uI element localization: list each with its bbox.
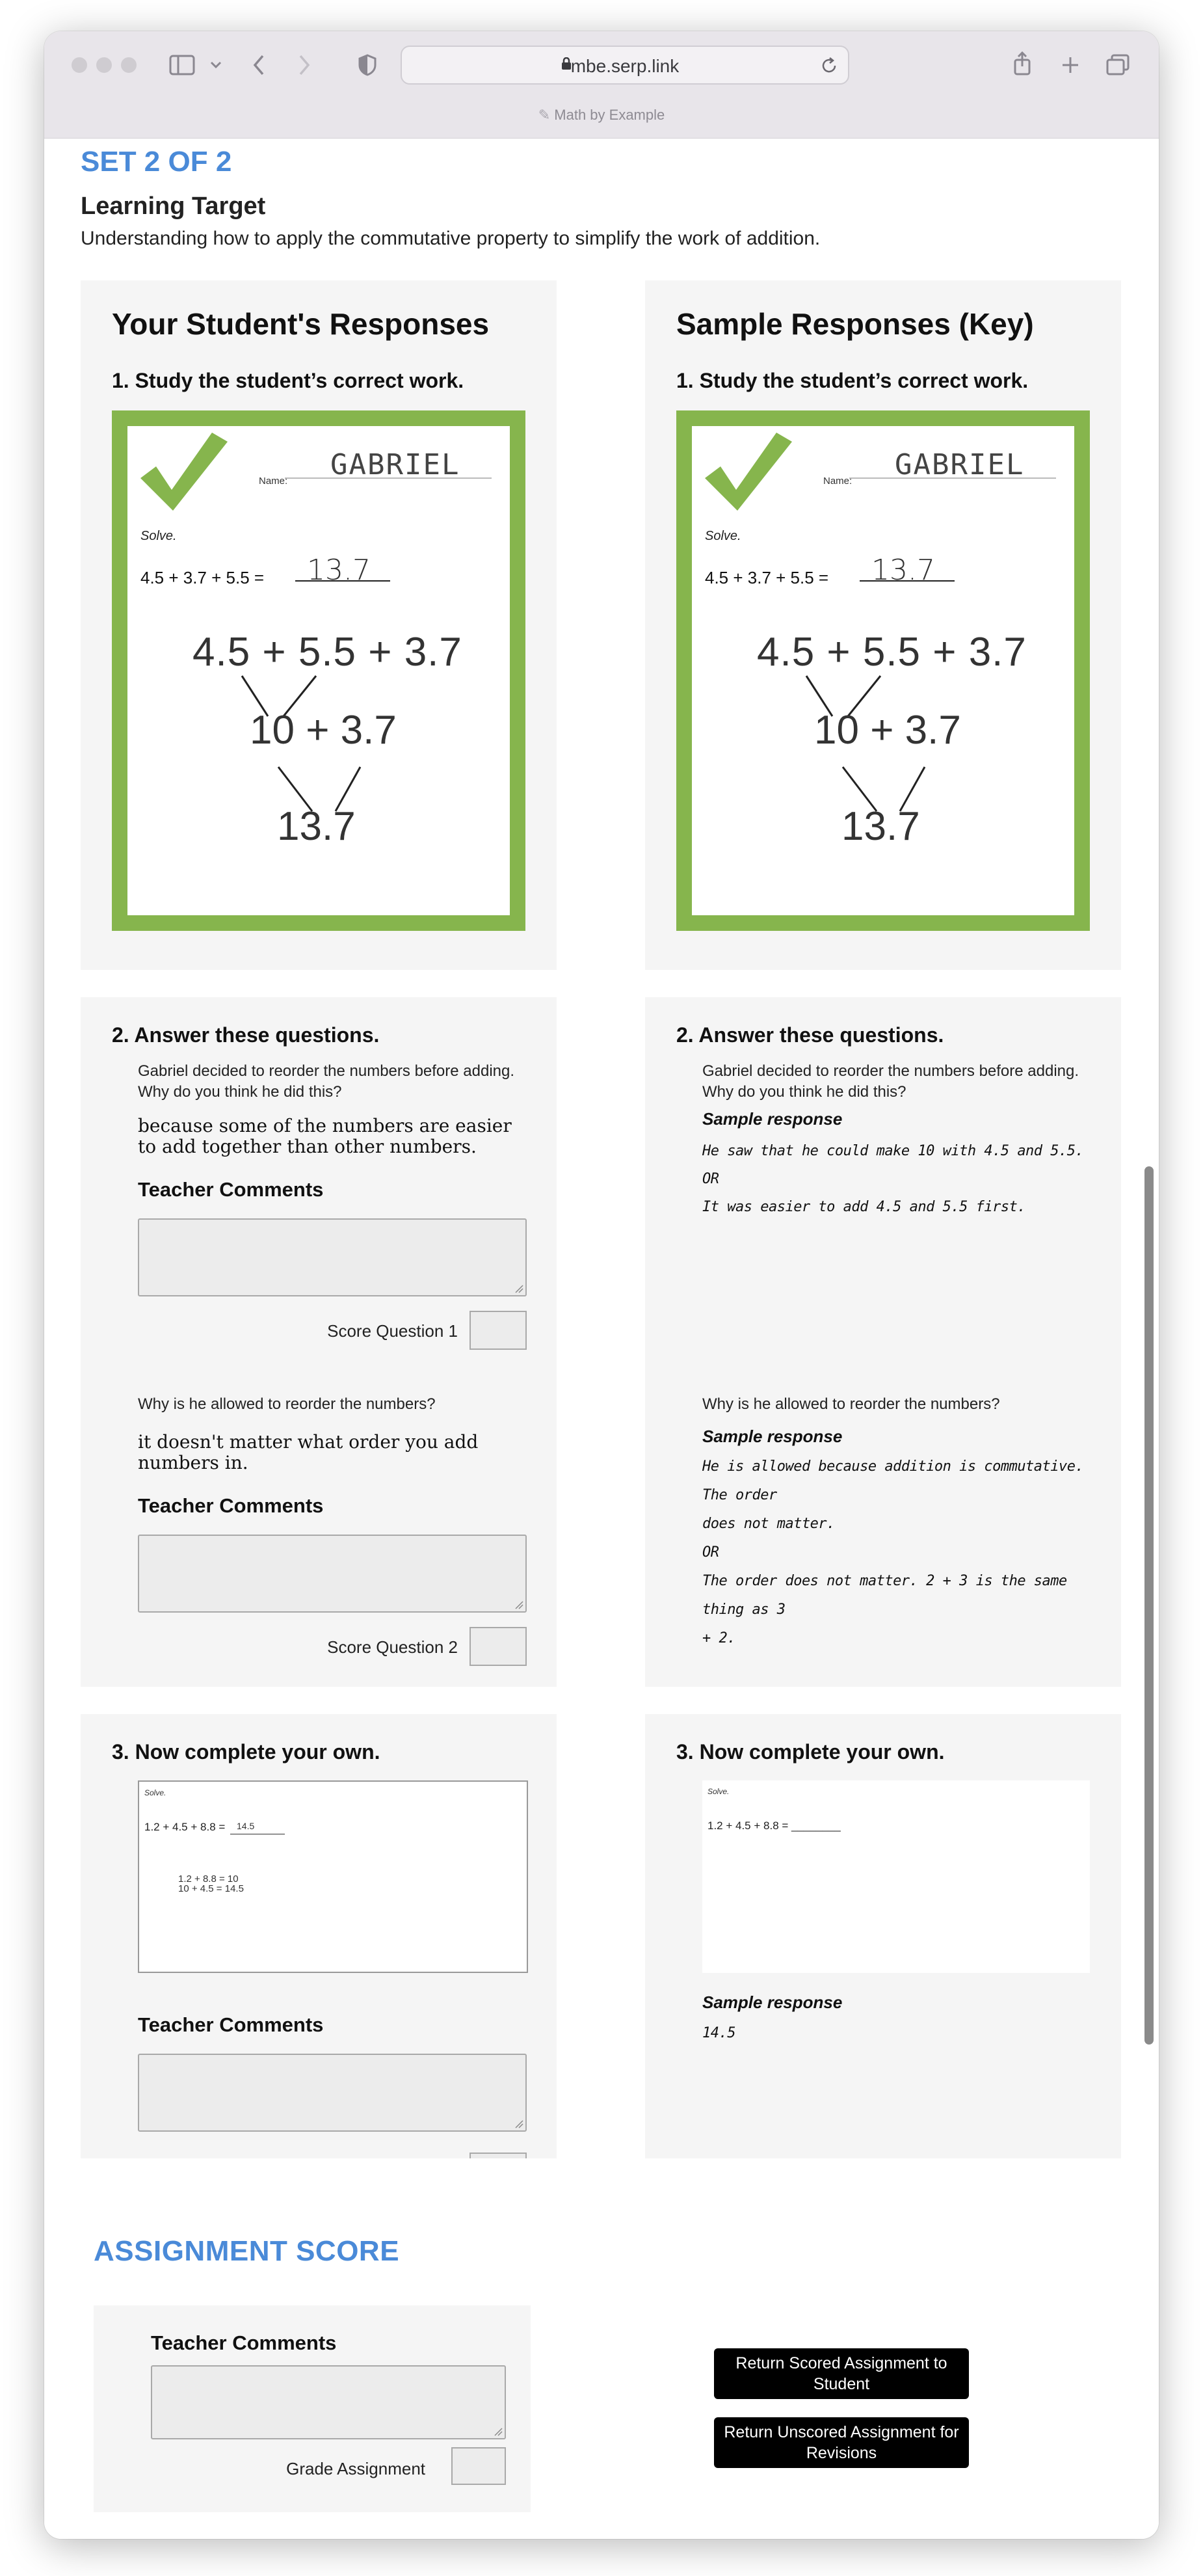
return-scored-button[interactable]: Return Scored Assignment to Student: [714, 2348, 969, 2399]
key-step2-panel: [645, 997, 1121, 1687]
student-step3-panel: [81, 1714, 557, 2163]
q1-comments-label: Teacher Comments: [138, 1178, 324, 1201]
assignment-comments-panel: [94, 2305, 531, 2512]
student-step1-title: 1. Study the student’s correct work.: [112, 369, 464, 392]
step3-comments-input[interactable]: [138, 2054, 527, 2132]
forward-icon[interactable]: [297, 53, 312, 77]
key-q2-or: OR: [702, 1544, 719, 1561]
assignment-score-title: ASSIGNMENT SCORE: [94, 2235, 400, 2267]
key-q1-line1: He saw that he could make 10 with 4.5 and 5.5.: [702, 1143, 1084, 1159]
new-tab-icon[interactable]: [1060, 55, 1081, 75]
resize-handle-icon[interactable]: [514, 1600, 523, 1609]
q2-score-label: Score Question 2: [327, 1637, 458, 1657]
key-q2-line2b: + 2.: [702, 1630, 735, 1646]
q2-text: Why is he allowed to reorder the numbers?: [138, 1395, 436, 1413]
equation-answer: 13.7: [307, 554, 371, 587]
student-work-image: [112, 410, 525, 931]
work-line-2: 10 + 3.7: [814, 708, 961, 753]
close-window-button[interactable]: [72, 57, 87, 73]
address-bar[interactable]: [401, 46, 849, 85]
assignment-comments-label: Teacher Comments: [151, 2331, 337, 2354]
key-step3-sample-answer: 14.5: [702, 2025, 735, 2041]
key-q2-line1: He is allowed because addition is commutative. The order: [702, 1458, 1084, 1503]
key-q2-text: Why is he allowed to reorder the numbers?: [702, 1395, 1000, 1413]
vertical-scrollbar-thumb[interactable]: [1144, 1166, 1154, 2045]
key-q2-line2: The order does not matter. 2 + 3 is the same thing as 3: [702, 1573, 1067, 1618]
q2-comments-label: Teacher Comments: [138, 1494, 324, 1517]
browser-window: [44, 31, 1159, 2539]
return-unscored-button[interactable]: Return Unscored Assignment for Revisions: [714, 2417, 969, 2468]
student-panel-title: Your Student's Responses: [112, 307, 490, 341]
key-q1-text: Gabriel decided to reorder the numbers before adding. Why do you think he did this?: [702, 1062, 1079, 1101]
key-own-solve-label: Solve.: [707, 1787, 730, 1796]
key-q1-line2: It was easier to add 4.5 and 5.5 first.: [702, 1199, 1026, 1215]
key-q2-line1b: does not matter.: [702, 1516, 835, 1532]
problem-equation: 4.5 + 3.7 + 5.5 =: [705, 568, 829, 587]
assignment-score-section: [44, 2158, 1159, 2539]
own-work-line1: 1.2 + 8.8 = 10: [178, 1873, 239, 1885]
solve-label: Solve.: [140, 529, 177, 543]
key-step3-title: 3. Now complete your own.: [676, 1740, 945, 1764]
student-step3-title: 3. Now complete your own.: [112, 1740, 380, 1764]
student-name: GABRIEL: [895, 448, 1025, 481]
own-answer: 14.5: [237, 1821, 255, 1831]
equation-answer: 13.7: [871, 554, 935, 587]
resize-handle-icon[interactable]: [494, 2427, 503, 2436]
page-title-text: Math by Example: [554, 107, 665, 123]
step3-comments-label: Teacher Comments: [138, 2013, 324, 2036]
own-solve-label: Solve.: [144, 1788, 166, 1797]
key-q1-sample-label: Sample response: [702, 1109, 843, 1129]
key-q1-sample-response: [702, 1136, 1105, 1222]
q2-score-input[interactable]: [469, 1627, 527, 1666]
grade-assignment-input[interactable]: [451, 2447, 506, 2485]
key-step1-title: 1. Study the student’s correct work.: [676, 369, 1029, 392]
work-line-3: 13.7: [277, 804, 356, 849]
work-line-1: 4.5 + 5.5 + 3.7: [192, 630, 462, 675]
student-own-work-image: [138, 1780, 528, 1973]
tab-overview-icon[interactable]: [1105, 53, 1130, 77]
sidebar-icon[interactable]: [169, 55, 195, 75]
tab-title: [44, 107, 1159, 124]
key-own-work-image: [702, 1780, 1090, 1973]
set-label: SET 2 OF 2: [81, 146, 232, 178]
work-line-3: 13.7: [841, 804, 920, 849]
reload-icon[interactable]: [819, 56, 839, 75]
problem-equation: 4.5 + 3.7 + 5.5 =: [140, 568, 265, 587]
key-step1-panel: [645, 280, 1121, 970]
url-text: mbe.serp.link: [570, 56, 680, 76]
zoom-window-button[interactable]: [121, 57, 137, 73]
chevron-down-icon[interactable]: [209, 60, 222, 70]
key-step3-panel: [645, 1714, 1121, 2163]
assignment-comments-input[interactable]: [151, 2365, 506, 2439]
learning-target-heading: Learning Target: [81, 193, 266, 220]
student-step2-panel: [81, 997, 557, 1687]
work-line-2: 10 + 3.7: [250, 708, 397, 753]
name-label: Name:: [259, 476, 288, 487]
back-icon[interactable]: [251, 53, 267, 77]
key-step3-sample-label: Sample response: [702, 1992, 843, 2012]
site-logo-icon: ✎: [538, 107, 555, 123]
q1-comments-input[interactable]: [138, 1218, 527, 1296]
key-panel-title: Sample Responses (Key): [676, 307, 1034, 341]
own-work-line2: 10 + 4.5 = 14.5: [178, 1883, 244, 1894]
own-work-lines: [178, 1874, 244, 1894]
browser-toolbar: [44, 31, 1159, 139]
resize-handle-icon[interactable]: [514, 1284, 523, 1293]
student-step2-title: 2. Answer these questions.: [112, 1023, 380, 1047]
work-line-1: 4.5 + 5.5 + 3.7: [757, 630, 1027, 675]
minimize-window-button[interactable]: [96, 57, 112, 73]
key-step2-title: 2. Answer these questions.: [676, 1023, 944, 1047]
share-icon[interactable]: [1012, 51, 1033, 77]
learning-target-text: Understanding how to apply the commutative property to simplify the work of addition.: [81, 228, 821, 249]
student-name: GABRIEL: [330, 448, 460, 481]
grade-assignment-label: Grade Assignment: [286, 2459, 425, 2478]
shield-icon[interactable]: [358, 53, 377, 77]
q1-score-label: Score Question 1: [327, 1321, 458, 1341]
own-equation: 1.2 + 4.5 + 8.8 =: [144, 1821, 226, 1833]
solve-label: Solve.: [705, 529, 741, 543]
key-work-image: [676, 410, 1090, 931]
q1-score-input[interactable]: [469, 1311, 527, 1350]
name-label: Name:: [823, 476, 853, 487]
resize-handle-icon[interactable]: [514, 2119, 523, 2128]
key-q2-sample-response: [702, 1453, 1105, 1653]
q2-student-answer: it doesn't matter what order you add numbers in.: [138, 1431, 479, 1473]
key-own-equation: 1.2 + 4.5 + 8.8 = ________: [707, 1819, 841, 1832]
key-q2-sample-label: Sample response: [702, 1427, 843, 1446]
key-q1-or: OR: [702, 1171, 719, 1187]
q1-student-answer: because some of the numbers are easier to add together than other numbers.: [138, 1115, 512, 1157]
q1-text: Gabriel decided to reorder the numbers before adding. Why do you think he did this?: [138, 1062, 515, 1101]
q2-comments-input[interactable]: [138, 1535, 527, 1613]
student-step1-panel: [81, 280, 557, 970]
